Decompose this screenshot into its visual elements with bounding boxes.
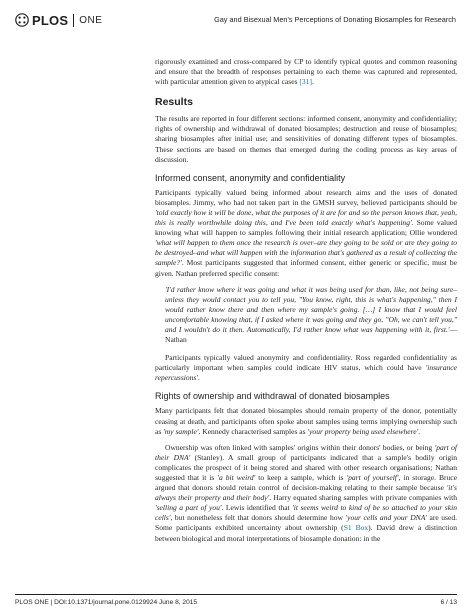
quote-lewis: 'it seems weird to kind of be so attached to your skin cells' — [155, 503, 457, 523]
paragraph-text: . — [418, 426, 421, 436]
plos-one-logo — [15, 12, 102, 28]
article-body — [155, 57, 457, 550]
page-footer — [15, 599, 457, 609]
quote-kennedy: 'your property being used elsewhere' — [307, 426, 419, 436]
paragraph-text: are used. Some participants exhibited uncertainty about ownership ( — [155, 513, 458, 533]
quote-ollie: 'what will happen to them once the research is over–are they going to be sold or are they going to be destroyed–and what will happen with the information that's gathered as a result of collecting the sample?' — [155, 238, 457, 268]
paragraph-text: , but nonetheless felt that donors should determine how — [170, 513, 346, 523]
citation-link-31[interactable]: [31] — [299, 77, 312, 87]
rights-paragraph-2 — [155, 443, 457, 544]
rights-paragraph-1 — [155, 406, 457, 436]
running-title: Gay and Bisexual Men's Perceptions of Donating Biosamples for Research — [214, 15, 456, 24]
paragraph-text: . Most participants suggested that informed consent, either generic or specific, must be given. Nathan preferred specific consent: — [155, 258, 457, 278]
informed-consent-heading: Informed consent, anonymity and confidentiality — [155, 172, 346, 183]
paragraph-text: Participants typically valued anonymity and confidentiality. Ross regarded confidentiality as particularly important when samples could indicate HIV status, which could have — [155, 353, 457, 373]
logo-one-text: ONE — [79, 14, 103, 26]
quote-bruce: 'it's always their property and their body' — [155, 483, 457, 503]
paragraph-text: . Lewis identified that — [221, 503, 293, 513]
quote-attribution: —Nathan — [165, 324, 457, 345]
paragraph-text: to keep a sample, which is — [255, 473, 347, 482]
paragraph-text: , in storage. Bruce argued that donors should retain control of decision-making relating to their sample because — [155, 473, 458, 493]
results-heading: Results — [155, 96, 193, 109]
anonymity-paragraph — [155, 353, 457, 383]
footer-divider — [15, 594, 457, 595]
quote-nathan: 'I'd rather know where it was going and what it was being used for than, like, not being sure–unless they would contact you to tell you, "You know, right, this is what's happening," then I would rather know there and then where my sample's going. […] I know that I would feel uncomfortable knowing that, if I asked where it was going and they go, "Oh, we can't tell you," and I wouldn't do it then. Automatically, I'd rather know what was happening with it, first.' — [165, 284, 457, 334]
paragraph-text: ). David drew a distinction between biological and moral interpretations of biosample donation: in the — [155, 523, 457, 543]
paragraph-text: Many participants felt that donated biosamples should remain property of the donor, potentially ceasing at death, and participants often spoke about samples using terms implying ownership such as — [155, 406, 457, 436]
quote-harry: 'selling a part of you' — [155, 503, 222, 513]
paragraph-text: Ownership was often linked with samples' origins within their donors' bodies, or being — [165, 442, 435, 452]
quote-ross: 'insurance repercussions' — [155, 363, 457, 383]
results-intro-paragraph: The results are reported in four different sections: informed consent, anonymity and confidentiality; rights of ownership and withdrawal of donated biosamples; destruction and reuse of biosamples; sharing biosamples after initial use; and sensitivities of donating different types of biosamples. These sections are based on themes that emerged during the coding process as key areas of discussion. — [155, 114, 457, 164]
paragraph-text: Participants typically valued being informed about research aims and the uses of donated biosamples. Jimmy, who had not taken part in the GMSH survey, believed participants should be — [155, 187, 457, 207]
paragraph-text: . Harry equated sharing samples with private companies with — [269, 493, 457, 503]
methods-closing-paragraph — [155, 57, 457, 87]
logo-divider — [73, 14, 74, 27]
paragraph-text: . Kennedy characterised samples as — [198, 426, 308, 436]
quote-jimmy: 'told exactly how it will be done, what the purposes of it are for and so the person knows that, yeah, this is really worthwhile doing this, and I've been told exactly what's happening' — [155, 207, 457, 228]
paragraph-text: . — [197, 373, 200, 383]
rights-ownership-heading: Rights of ownership and withdrawal of donated biosamples — [155, 391, 390, 402]
plos-logo-icon — [15, 13, 29, 27]
page-header — [0, 0, 474, 36]
paragraph-text: . — [311, 77, 314, 87]
page-number: 6 / 13 — [440, 599, 457, 606]
paragraph-text: . Some valued knowing what will happen to samples following their initial research application; Ollie wondered — [155, 218, 458, 238]
quote-stanley: 'part of their DNA' — [155, 442, 457, 462]
logo-plos-text: PLOS — [32, 12, 69, 28]
paragraph-text: rigorously examined and cross-compared by CP to identify typical quotes and common reasoning and ensure that the breadth of responses pertaining to each theme was captured and represented, with particular attention given to atypical cases — [155, 57, 457, 87]
quote-cells-dna: 'your cells and your DNA' — [345, 513, 427, 523]
quote-nathan-weird: 'a bit weird' — [217, 473, 256, 482]
footer-citation: PLOS ONE | DOI:10.1371/journal.pone.0129924 June 8, 2015 — [15, 599, 198, 606]
nathan-block-quote — [165, 285, 457, 346]
informed-consent-paragraph — [155, 188, 457, 279]
paragraph-text: (Stanley). A small group of participants indicated that a sample's bodily origin complicates the prospect of it being stored and shared with other research organisations; Nathan suggested that it is — [155, 452, 457, 482]
quote-part-of-yourself: 'part of yourself' — [346, 473, 399, 482]
s1-box-link[interactable]: S1 Box — [343, 523, 369, 533]
quote-my-sample: 'my sample' — [163, 426, 199, 436]
